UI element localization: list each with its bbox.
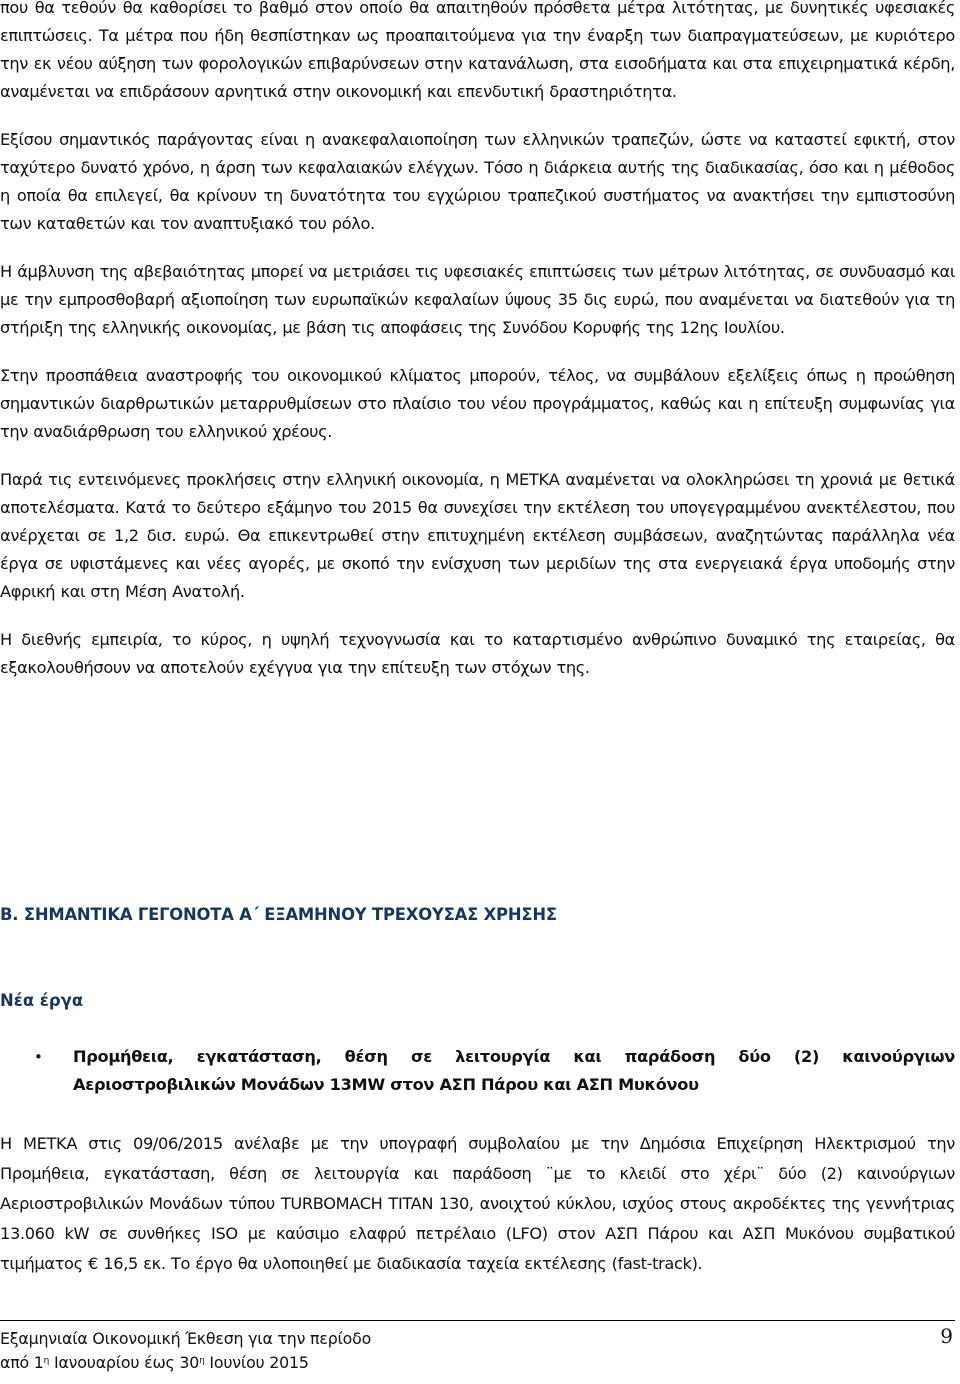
bullet-text: Προμήθεια, εγκατάσταση, θέση σε λειτουργία και παράδοση δύο (2) καινούργιων Αεριοστροβιλικών Μονάδων 13MW στον ΑΣΠ Πάρου και ΑΣΠ Μυκόνου [73, 1047, 955, 1094]
list-item [0, 1043, 955, 1099]
paragraph-austerity-measures: που θα τεθούν θα καθορίσει το βαθμό στον οποίο θα απαιτηθούν πρόσθετα μέτρα λιτότητας, με δυνητικές υφεσιακές επιπτώσεις. Τα μέτρα που ήδη θεσπίστηκαν ως προαπαιτούμενα για την έναρξη των διαπραγματεύσεων, με κυριότερο την εκ νέου αύξηση των φορολογικών επιβαρύνσεων στην κατανάλωση, στα εισοδήματα και στα επιχειρηματικά κέρδη, αναμένεται να επιδράσουν αρνητικά στην οικονομική και επενδυτική δραστηριότητα. [0, 0, 955, 101]
paragraph-climate-reversal: Στην προσπάθεια αναστροφής του οικονομικού κλίματος μπορούν, τέλος, να συμβάλουν εξελίξεις όπως η προώθηση σημαντικών διαρθρωτικών μεταρρυθμίσεων στο πλαίσιο του νέου προγράμματος, καθώς και η επίτευξη συμφωνίας για την αναδιάρθρωση του ελληνικού χρέους. [0, 366, 955, 441]
footer-report-title [0, 1327, 371, 1375]
footer-divider [0, 1320, 955, 1321]
paragraph-uncertainty: Η άμβλυνση της αβεβαιότητας μπορεί να μετριάσει τις υφεσιακές επιπτώσεις των μέτρων λιτότητας, σε συνδυασμό και με την εμπροσθοβαρή αξιοποίηση των ευρωπαϊκών κεφαλαίων ύψους 35 δις ευρώ, που αναμένεται να διατεθούν για τη στήριξη της ελληνικής οικονομίας, με βάση τις αποφάσεις της Συνόδου Κορυφής της 12ης Ιουλίου. [0, 262, 955, 337]
page-number: 9 [940, 1324, 953, 1348]
paragraph-international-experience: Η διεθνής εμπειρία, το κύρος, η υψηλή τεχνογνωσία και το καταρτισμένο ανθρώπινο δυναμικό της εταιρείας, θα εξακολουθήσουν να αποτελούν εχέγγυα για την επίτευξη των στόχων της. [0, 630, 955, 677]
document-body [0, 0, 955, 682]
sub-heading-new-projects: Νέα έργα [0, 991, 84, 1010]
paragraph-bank-recapitalization: Εξίσου σημαντικός παράγοντας είναι η ανακεφαλαιοποίηση των ελληνικών τραπεζών, ώστε να καταστεί εφικτή, στον ταχύτερο δυνατό χρόνο, η άρση των κεφαλαιακών ελέγχων. Τόσο η διάρκεια αυτής της διαδικασίας, όσο και η μέθοδος η οποία θα επιλεγεί, θα κρίνουν τη δυνατότητα του εγχώριου τραπεζικού συστήματος να ανακτήσει την εμπιστοσύνη των καταθετών και τον αναπτυξιακό του ρόλο. [0, 130, 955, 233]
footer-line-1: Εξαμηνιαία Οικονομική Έκθεση για την περίοδο [0, 1329, 372, 1348]
paragraph-project-description: Η ΜΕΤΚΑ στις 09/06/2015 ανέλαβε με την υπογραφή συμβολαίου με την Δημόσια Επιχείρηση Ηλεκτρισμού την Προμήθεια, εγκατάσταση, θέση σε λειτουργία και παράδοση ¨με το κλειδί στο χέρι¨ δύο (2) καινούργιων Αεριοστροβιλικών Μονάδων τύπου TURBOMACH TITAN 130, ανοιχτού κύκλου, ισχύος στους ακροδέκτες της γεννήτριας 13.060 kW σε συνθήκες ISO με καύσιμο ελαφρύ πετρέλαιο (LFO) στον ΑΣΠ Πάρου και ΑΣΠ Μυκόνου συμβατικού τιμήματος € 16,5 εκ. Το έργο θα υλοποιηθεί με διαδικασία ταχεία εκτέλεσης (fast-track). [0, 1134, 955, 1273]
footer-line-2: από $1^\eta$ Ιανουαρίου έως $30^\eta$ Ιουνίου 2015 [0, 1353, 309, 1372]
bullet-icon: • [34, 1048, 43, 1066]
paragraph-metka-outlook: Παρά τις εντεινόμενες προκλήσεις στην ελληνική οικονομία, η ΜΕΤΚΑ αναμένεται να ολοκληρώσει τη χρονιά με θετικά αποτελέσματα. Κατά το δεύτερο εξάμηνο του 2015 θα συνεχίσει την εκτέλεση του υπογεγραμμένου ανεκτέλεστου, που ανέρχεται σε 1,2 δισ. ευρώ. Θα επικεντρωθεί στην επιτυχημένη εκτέλεση συμβάσεων, αναζητώντας παράλληλα νέα έργα σε υφιστάμενες και νέες αγορές, με σκοπό την ενίσχυση των μεριδίων της στα ενεργειακά έργα υποδομής στην Αφρική και στη Μέση Ανατολή. [0, 470, 955, 601]
section-heading: Β. ΣΗΜΑΝΤΙΚΑ ΓΕΓΟΝΟΤΑ Α΄ ΕΞΑΜΗΝΟΥ ΤΡΕΧΟΥΣΑΣ ΧΡΗΣΗΣ [0, 905, 557, 924]
